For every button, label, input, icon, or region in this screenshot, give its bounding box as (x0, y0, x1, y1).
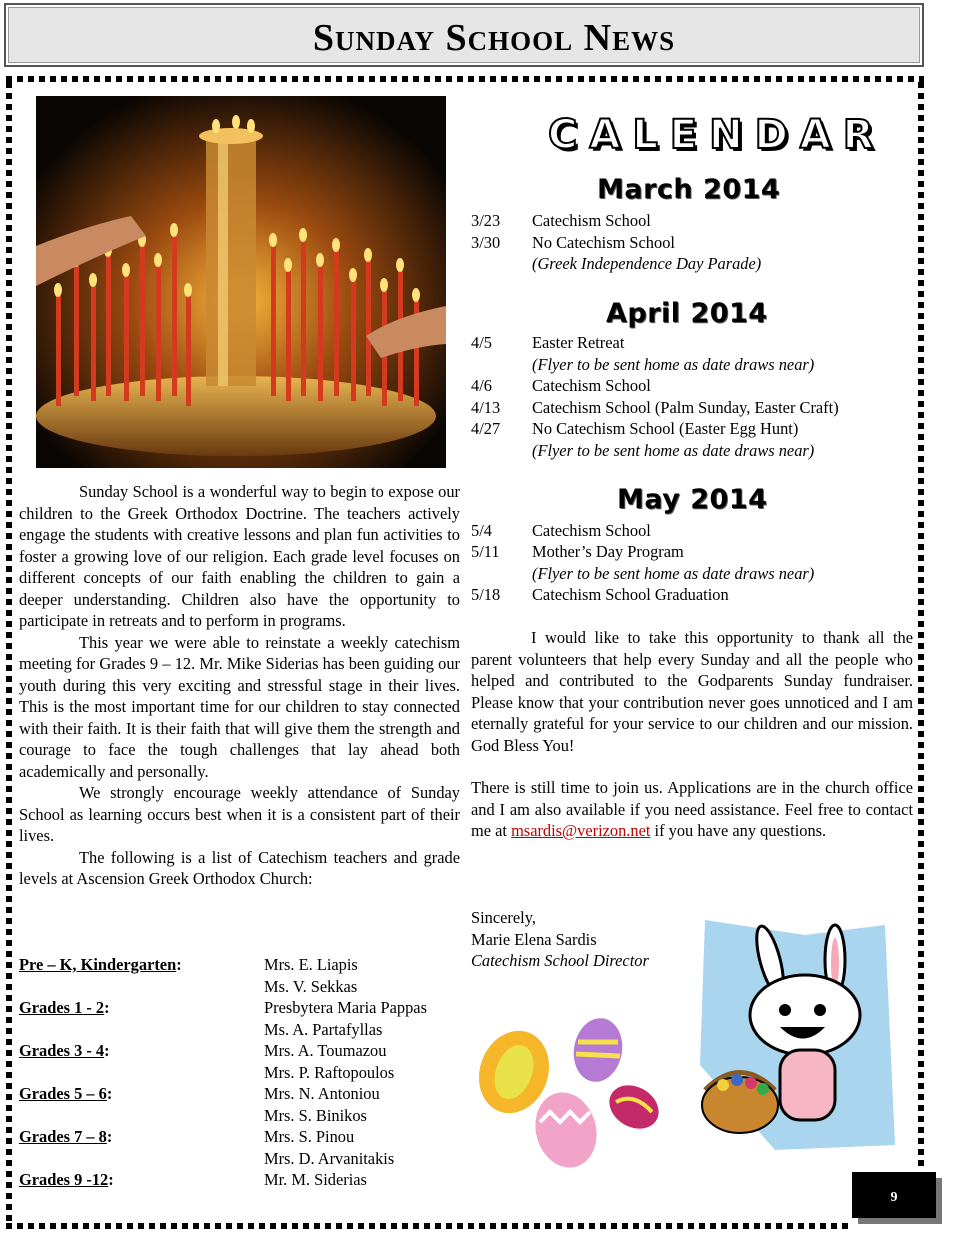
grade-label: Grades 7 – 8 (19, 1127, 107, 1146)
teacher-row: Grades 5 – 6: Mrs. N. Antoniou Mrs. S. Binikos (19, 1084, 380, 1125)
easter-eggs-clipart (474, 1012, 674, 1182)
frame-bottom (6, 1223, 850, 1229)
teacher-row: Grades 7 – 8: Mrs. S. Pinou Mrs. D. Arvanitakis (19, 1127, 395, 1168)
teacher-name: Mrs. E. Liapis (264, 955, 358, 974)
intro-paragraph-4: The following is a list of Catechism teachers and grade levels at Ascension Greek Orthodox Church: (19, 847, 460, 888)
teacher-name: Mrs. N. Antoniou (264, 1084, 380, 1103)
intro-paragraph-1: Sunday School is a wonderful way to begin to expose our children to the Greek Orthodox Doctrine. The teachers actively engage the students with creative lessons and plan fun activities to foster a growing love of our religion. Each grade level focuses on different concepts of our faith enabling the children to gain a deeper understanding. Children also have the opportunity to participate in retreats and to perform in programs. (19, 482, 460, 630)
teacher-name: Mrs. S. Binikos (264, 1105, 367, 1125)
signature-closing: Sincerely, (471, 908, 536, 927)
signature (471, 907, 649, 972)
signature-name: Marie Elena Sardis (471, 929, 597, 949)
month-heading-march: March 2014 (597, 174, 781, 205)
thanks-text (471, 627, 913, 842)
thanks-paragraph: I would like to take this opportunity to thank all the parent volunteers that help every Sunday and all the people who helped and contributed to the Godparents Sunday fundraiser. Please know that your contribution never goes unnoticed and I am eternally grateful for your service to our children and our mission. God Bless You! (471, 628, 913, 755)
calendar-item: 5/4 Catechism School (471, 521, 651, 540)
calendar-item: 4/6 Catechism School (471, 376, 651, 395)
calendar-title: CALENDAR (548, 112, 886, 158)
teacher-name: Presbytera Maria Pappas (264, 998, 427, 1017)
teacher-row: Pre – K, Kindergarten: Mrs. E. Liapis Ms. V. Sekkas (19, 955, 358, 996)
teacher-row: Grades 3 - 4: Mrs. A. Toumazou Mrs. P. Raftopoulos (19, 1041, 395, 1082)
teacher-name: Ms. A. Partafyllas (264, 1019, 383, 1039)
teacher-row: Grades 1 - 2: Presbytera Maria Pappas Ms. A. Partafyllas (19, 998, 427, 1039)
calendar-item: 4/5 Easter Retreat (471, 333, 625, 352)
frame-right (918, 82, 924, 1170)
grade-label: Grades 3 - 4 (19, 1041, 105, 1060)
calendar-item: 5/18 Catechism School Graduation (471, 585, 729, 604)
calendar-item: 3/23 Catechism School (471, 211, 651, 230)
join-paragraph: There is still time to join us. Applications are in the church office and I am also available if you need assistance. Feel free to contact me at msardis@verizon.net if you have any questions. (471, 778, 913, 840)
page-title: Sunday School News (312, 17, 676, 59)
grade-label: Pre – K, Kindergarten (19, 955, 177, 974)
grade-label: Grades 9 -12 (19, 1170, 109, 1189)
month-heading-april: April 2014 (606, 298, 768, 329)
teacher-name: Mrs. S. Pinou (264, 1127, 355, 1146)
page-number: 9 (852, 1172, 936, 1218)
intro-paragraph-2: This year we were able to reinstate a weekly catechism meeting for Grades 9 – 12. Mr. Mike Siderias has been guiding our youth during this very exciting and stressful stage in their lives. This is the most important time for our children to stay connected with their faith. It is their faith that will give them the strength and courage to face the tough challenges that lay ahead both academically and personally. (19, 632, 460, 781)
grade-label: Grades 1 - 2 (19, 998, 105, 1017)
intro-text (19, 481, 460, 890)
month-heading-may: May 2014 (617, 484, 768, 515)
teacher-name: Ms. V. Sekkas (264, 976, 358, 996)
teacher-name: Mrs. D. Arvanitakis (264, 1148, 395, 1168)
calendar-item: 4/27 No Catechism School (Easter Egg Hunt) (471, 419, 799, 438)
frame-left (6, 82, 12, 1223)
page-number-box (852, 1170, 942, 1228)
calendar-item: 5/11 Mother’s Day Program (471, 542, 684, 561)
calendar-item: 3/30 No Catechism School (471, 233, 675, 252)
calendar-item: (Flyer to be sent home as date draws near) (532, 355, 815, 374)
teacher-name: Mr. M. Siderias (264, 1170, 367, 1189)
intro-paragraph-3: We strongly encourage weekly attendance of Sunday School as learning occurs best when it is a consistent part of their lives. (19, 783, 460, 845)
email-link[interactable]: msardis@verizon.net (511, 821, 651, 840)
teacher-name: Mrs. P. Raftopoulos (264, 1062, 395, 1082)
signature-role: Catechism School Director (471, 951, 649, 970)
grade-label: Grades 5 – 6 (19, 1084, 107, 1103)
easter-bunny-clipart (685, 915, 900, 1155)
title-banner (4, 3, 924, 67)
teacher-row: Grades 9 -12: Mr. M. Siderias (19, 1170, 367, 1189)
calendar-item: (Flyer to be sent home as date draws near) (532, 564, 815, 583)
calendar-item: (Greek Independence Day Parade) (532, 254, 762, 273)
frame-top (6, 76, 924, 82)
calendar-item: (Flyer to be sent home as date draws near) (532, 441, 815, 460)
teacher-name: Mrs. A. Toumazou (264, 1041, 387, 1060)
candles-photo (36, 96, 446, 468)
teacher-list (19, 954, 464, 1191)
calendar-item: 4/13 Catechism School (Palm Sunday, Easter Craft) (471, 398, 839, 417)
